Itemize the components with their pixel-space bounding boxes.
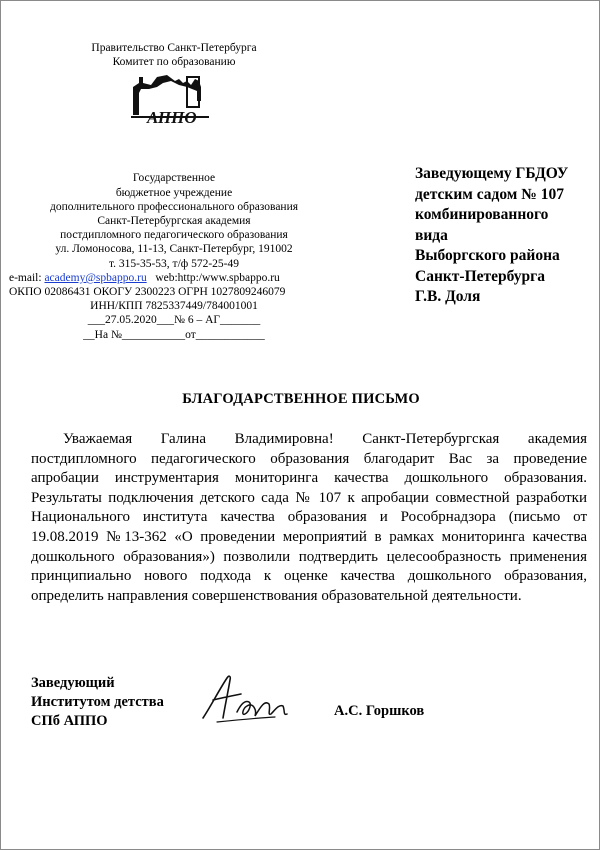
appo-logo (127, 71, 213, 127)
addressee-line-6: Санкт-Петербурга (415, 267, 545, 285)
codes-line: ОКПО 02086431 ОКОГУ 2300223 ОГРН 1027809246079 (9, 286, 286, 299)
addressee-name: Г.В. Доля (415, 288, 481, 305)
government-name: Правительство Санкт-Петербурга (91, 42, 257, 54)
phone-line: т. 315-35-53, т/ф 572-25-49 (108, 257, 240, 270)
letterhead (9, 41, 339, 342)
committee-name: Комитет по образованию (112, 56, 236, 69)
email-label: e-mail: (9, 271, 42, 284)
logo-wordmark: АППО (147, 108, 197, 128)
org-line-1: Государственное (132, 172, 216, 185)
org-line-3: дополнительного профессионального образования (49, 200, 299, 213)
contact-line (9, 271, 339, 285)
signatory-name: А.С. Горшков (334, 703, 425, 719)
letter-body: Уважаемая Галина Владимировна! Санкт-Петербургская академия постдипломного педагогического образования благодарит Вас за проведение апробации инструментария мониторинга качества дошкольного образования. Результаты подключения детского сада № 107 к апробации совместной разработки Национального института качества образования и Рособрнадзора (письмо от 19.08.2019 №13-362 «О проведении мероприятий в рамках мониторинга качества дошкольного образования») позволили подтвердить целесообразность применения принципиально нового подхода к оценке качества дошкольного образования, определить направления совершенствования образовательной деятельности. (31, 431, 587, 604)
handwritten-signature (197, 670, 293, 728)
addressee-line-5: Выборгского района (415, 247, 560, 264)
position-line-1: Заведующий (31, 675, 115, 691)
org-line-5: постдипломного педагогического образования (60, 229, 288, 242)
addressee-line-2: детским садом № 107 (415, 185, 564, 203)
letter-title: БЛАГОДАРСТВЕННОЕ ПИСЬМО (182, 391, 420, 407)
addressee-line-1: Заведующему ГБДОУ (415, 165, 569, 182)
addressee-line-3: комбинированного (415, 206, 549, 223)
org-line-2: бюджетное учреждение (115, 186, 233, 199)
position-line-2: Институтом детства (31, 694, 164, 710)
website: web:http:/www.spbappo.ru (155, 271, 280, 284)
addressee-line-4: вида (415, 226, 448, 244)
logo-area (9, 69, 339, 171)
inn-line: ИНН/КПП 7825337449/784001001 (90, 300, 258, 313)
address-line: ул. Ломоносова, 11-13, Санкт-Петербург, 191002 (55, 243, 293, 256)
addressee-block (415, 164, 595, 308)
email-link[interactable]: academy@spbappo.ru (44, 271, 147, 284)
incoming-reference: __На №___________от____________ (83, 328, 265, 341)
signatory-position (31, 674, 164, 731)
org-line-4: Санкт-Петербургская академия (97, 215, 251, 228)
outgoing-number: ___27.05.2020___№ 6 – АГ_______ (87, 314, 261, 327)
position-line-3: СПб АППО (31, 713, 108, 729)
